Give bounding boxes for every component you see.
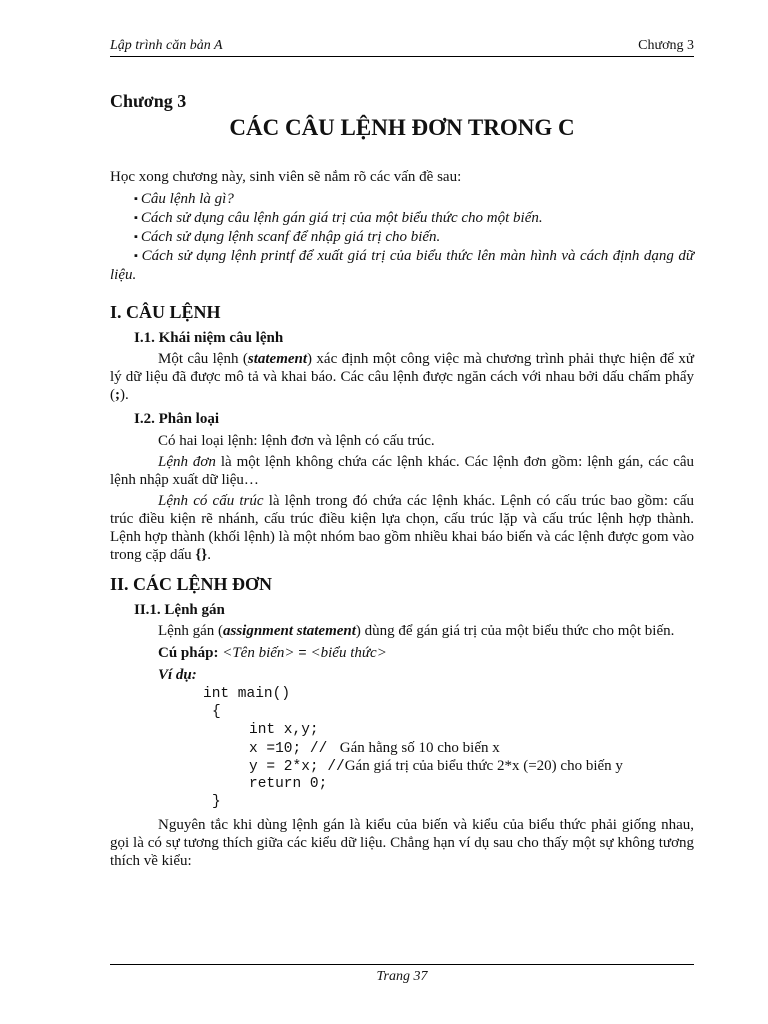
- code-line: int main(): [203, 686, 291, 702]
- code-line: }: [212, 794, 221, 810]
- code-comment: Gán hằng số 10 cho biến x: [336, 740, 500, 756]
- paragraph: [110, 350, 694, 404]
- paragraph: Nguyên tắc khi dùng lệnh gán là kiểu của biến và kiểu của biểu thức phải giống nhau, gọi là có sự tương thích giữa các kiểu dữ liệu. Chẳng hạn ví dụ sau cho thấy một sự không tương thích về kiểu:: [110, 817, 694, 869]
- term-statement: statement: [247, 351, 308, 367]
- code-line: int x,y;: [249, 722, 319, 738]
- code-text: y = 2*x; //: [249, 759, 345, 775]
- objective-item: [110, 228, 694, 247]
- intro-text: Học xong chương này, sinh viên sẽ nắm rõ các vấn đề sau:: [110, 169, 462, 185]
- text-run: .: [207, 547, 211, 563]
- code-line: return 0;: [249, 776, 328, 792]
- subsection-heading: I.2. Phân loại: [134, 411, 220, 427]
- page-number: Trang 37: [376, 969, 428, 984]
- bullet-square-icon: ▪: [134, 193, 138, 205]
- footer-rule: [110, 964, 694, 965]
- page-body: [110, 90, 694, 870]
- section-heading: II. CÁC LỆNH ĐƠN: [110, 574, 273, 594]
- bullet-square-icon: ▪: [134, 212, 138, 224]
- term-assignment-statement: assignment statement: [222, 623, 356, 639]
- syntax-label: Cú pháp:: [158, 645, 219, 661]
- text-run: Một câu lệnh (: [158, 351, 248, 367]
- bullet-square-icon: ▪: [134, 231, 138, 243]
- term-simple-statement: Lệnh đơn: [158, 454, 216, 470]
- text-run: Lệnh gán (: [158, 623, 223, 639]
- chapter-label: Chương 3: [110, 91, 187, 111]
- code-line: [249, 739, 500, 758]
- header-rule: [110, 56, 694, 57]
- objective-text: Cách sử dụng lệnh scanf để nhập giá trị cho biến.: [140, 229, 441, 245]
- objective-item: [110, 190, 694, 209]
- text-run: là một lệnh không chứa các lệnh khác. Các lệnh đơn gồm: lệnh gán, các câu lệnh nhập xuất dữ liệu…: [110, 454, 694, 488]
- example-label-text: Ví dụ:: [158, 667, 197, 683]
- paragraph: [110, 622, 694, 640]
- objective-text: Câu lệnh là gì?: [140, 191, 234, 207]
- header-course-title: Lập trình căn bản A: [110, 38, 223, 53]
- syntax-expression: <biểu thức>: [310, 645, 387, 661]
- subsection-heading: II.1. Lệnh gán: [134, 602, 225, 618]
- code-line: [249, 757, 623, 776]
- text-run: ) xác định một công việc mà chương trình phải thực hiện để xử lý dữ liệu đã được mô tả và khai báo. Các câu lệnh được ngăn cách với nhau bởi dấu chấm phẩy (: [110, 351, 694, 403]
- header-chapter: Chương 3: [638, 38, 694, 53]
- code-text: x =10; //: [249, 741, 337, 757]
- text-run: ) dùng để gán giá trị của một biểu thức cho một biến.: [355, 623, 675, 639]
- code-line: {: [212, 704, 221, 720]
- term-structured-statement: Lệnh có cấu trúc: [158, 493, 264, 509]
- objective-item: [110, 247, 694, 284]
- paragraph: Có hai loại lệnh: lệnh đơn và lệnh có cấu trúc.: [158, 433, 435, 449]
- objective-text: Cách sử dụng câu lệnh gán giá trị của một biểu thức cho một biến.: [140, 210, 543, 226]
- objectives-list: [110, 190, 694, 284]
- braces-symbol: {}: [195, 547, 208, 563]
- semicolon-symbol: ;: [115, 387, 120, 403]
- objective-text: Cách sử dụng lệnh printf để xuất giá trị của biểu thức lên màn hình và cách định dạng dữ liệu.: [110, 248, 694, 283]
- code-comment: Gán giá trị của biểu thức 2*x (=20) cho biến y: [344, 758, 623, 774]
- text-run: là lệnh trong đó chứa các lệnh khác. Lệnh có cấu trúc bao gồm: cấu trúc điều kiện rẽ nhánh, cấu trúc điều kiện lựa chọn, cấu trúc lặp và cấu trúc lệnh hợp thành. Lệnh hợp thành (khối lệnh) là một nhóm bao gồm nhiều khai báo biến và các lệnh được gom vào trong cặp dấu: [110, 493, 694, 563]
- syntax-variable: <Tên biến>: [218, 645, 295, 661]
- syntax-operator: =: [294, 644, 311, 660]
- section-heading: I. CÂU LỆNH: [110, 302, 221, 322]
- example-label: [110, 666, 694, 684]
- paragraph: [110, 492, 694, 564]
- subsection-heading: I.1. Khái niệm câu lệnh: [134, 330, 284, 346]
- paragraph: [110, 453, 694, 489]
- page-header: [110, 38, 694, 56]
- text-run: ).: [120, 387, 129, 403]
- syntax-line: [110, 643, 694, 662]
- chapter-title: CÁC CÂU LỆNH ĐƠN TRONG C: [229, 115, 575, 140]
- objective-item: [110, 209, 694, 228]
- bullet-square-icon: ▪: [134, 250, 139, 262]
- code-example: [110, 684, 694, 810]
